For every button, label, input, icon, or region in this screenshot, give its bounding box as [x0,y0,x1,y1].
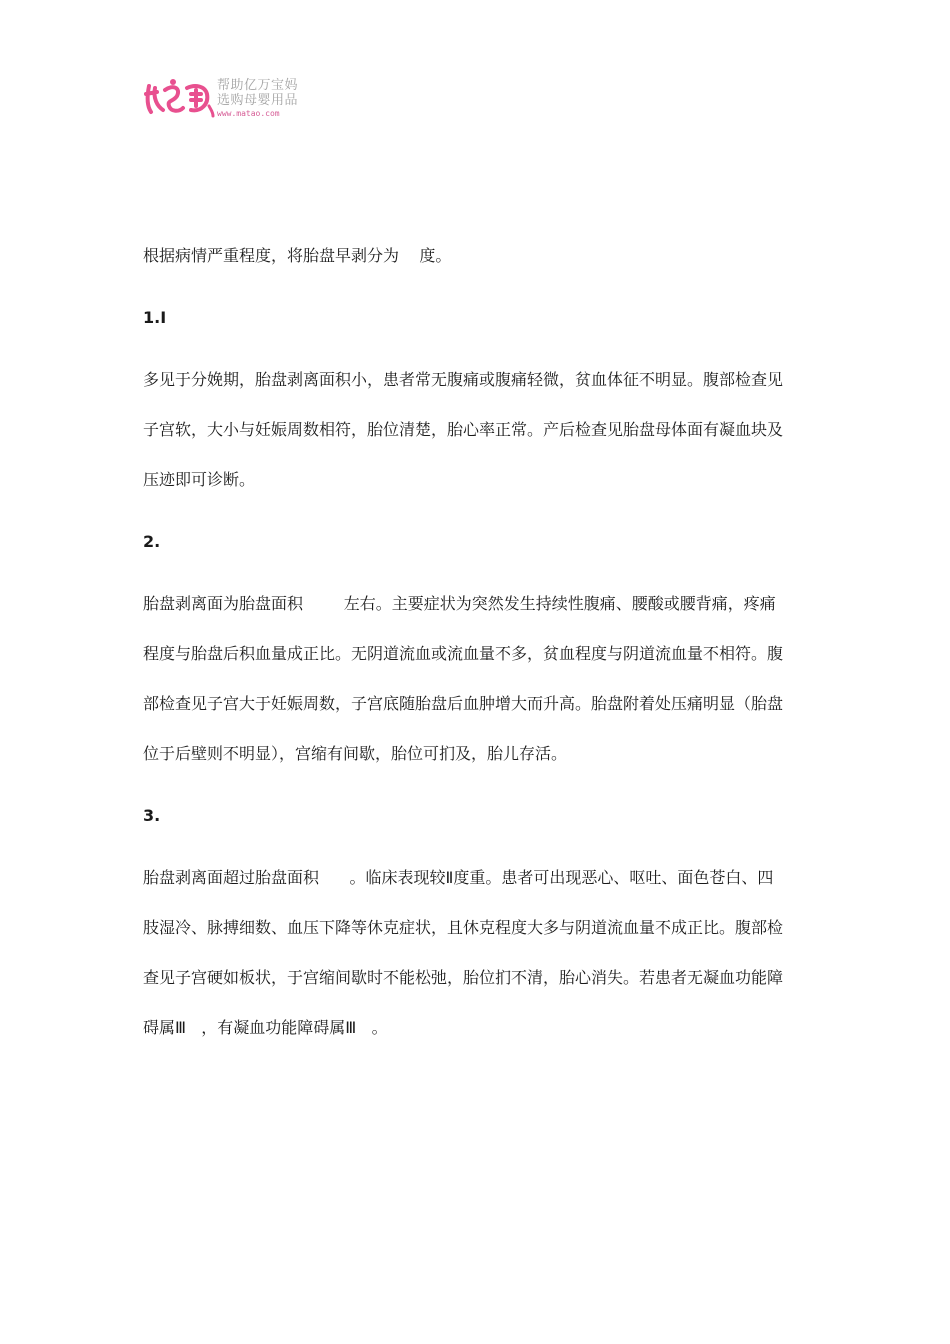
section-heading-3: 3. [143,806,161,825]
section-3-line: 碍属Ⅲ ，有凝血功能障碍属Ⅲ 。 [143,1018,388,1037]
intro-paragraph: 根据病情严重程度，将胎盘早剥分为 度。 [143,246,452,265]
section-1-line: 压迹即可诊断。 [143,470,256,489]
section-3-line: 肢湿冷、脉搏细数、血压下降等休克症状，且休克程度大多与阴道流血量不成正比。腹部检 [143,918,784,937]
logo-tagline-line1: 帮助亿万宝妈 [217,78,299,93]
section-2-line: 胎盘剥离面为胎盘面积 左右。主要症状为突然发生持续性腹痛、腰酸或腰背痛，疼痛 [143,594,776,613]
section-heading-2: 2. [143,532,161,551]
section-3-line: 查见子宫硬如板状，于宫缩间歇时不能松弛，胎位扪不清，胎心消失。若患者无凝血功能障 [143,968,784,987]
section-1-line: 多见于分娩期，胎盘剥离面积小，患者常无腹痛或腹痛轻微，贫血体征不明显。腹部检查见 [143,370,784,389]
section-body-3 [143,853,815,1053]
article-body [143,231,815,1053]
site-logo [143,72,313,124]
section-2-line: 位于后壁则不明显），宫缩有间歇，胎位可扪及，胎儿存活。 [143,744,568,763]
logo-url[interactable]: www.matao.com [217,109,280,118]
matao-logo-mark [143,76,215,120]
section-heading-1: 1.I [143,308,167,327]
section-2-line: 部检查见子宫大于妊娠周数，子宫底随胎盘后血肿增大而升高。胎盘附着处压痛明显（胎盘 [143,694,784,713]
section-body-2 [143,579,815,779]
section-body-1 [143,355,815,505]
section-3-line: 胎盘剥离面超过胎盘面积 。临床表现较Ⅱ度重。患者可出现恶心、呕吐、面色苍白、四 [143,868,774,887]
logo-tagline [217,78,298,119]
section-2-line: 程度与胎盘后积血量成正比。无阴道流血或流血量不多，贫血程度与阴道流血量不相符。腹 [143,644,784,663]
logo-tagline-line2: 选购母婴用品 [217,93,299,108]
section-1-line: 子宫软，大小与妊娠周数相符，胎位清楚，胎心率正常。产后检查见胎盘母体面有凝血块及 [143,420,784,439]
